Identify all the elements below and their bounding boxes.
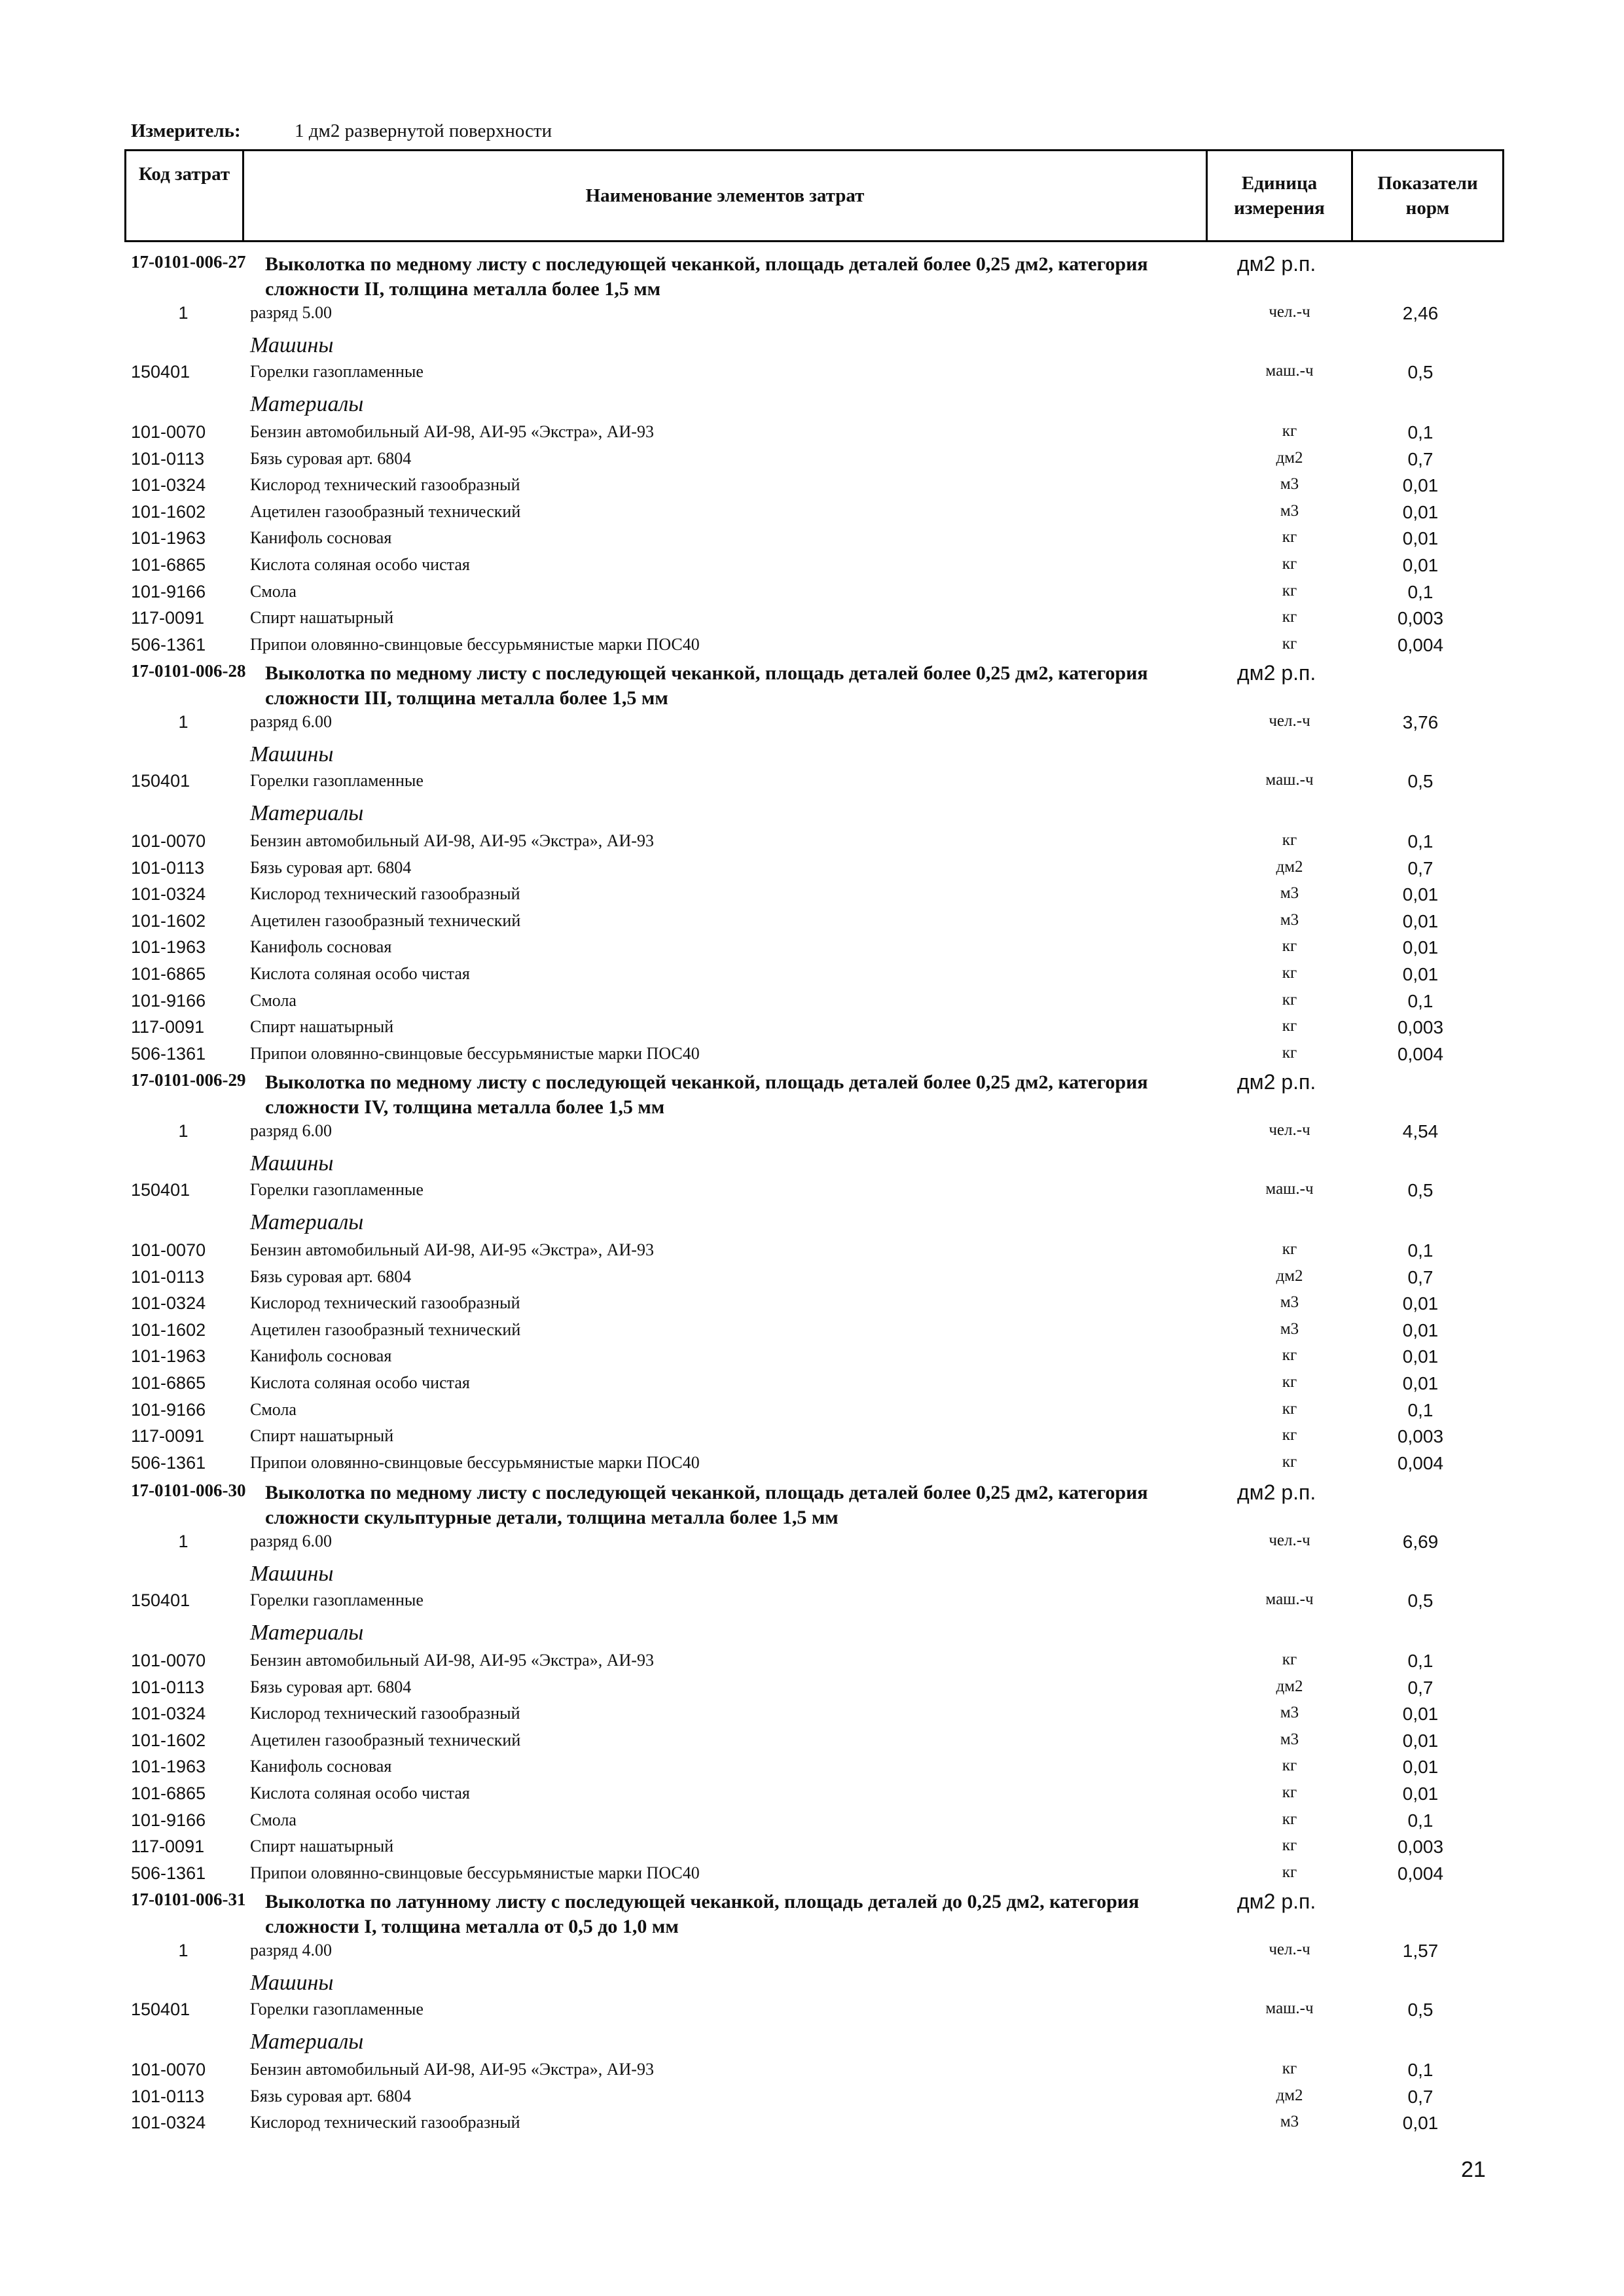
- item-name: Канифоль сосновая: [250, 937, 392, 957]
- item-name: Спирт нашатырный: [250, 1426, 394, 1446]
- header-name-text: Наименование элементов затрат: [585, 185, 865, 206]
- item-code: 101-9166: [131, 990, 206, 1011]
- material-row: [0, 1731, 1624, 1757]
- item-name: Кислород технический газообразный: [250, 1704, 520, 1723]
- item-name: Кислород технический газообразный: [250, 475, 520, 495]
- item-value: 0,004: [1397, 1452, 1444, 1473]
- material-row: [0, 2113, 1624, 2139]
- item-unit: чел.-ч: [1269, 303, 1310, 321]
- section-title: Выколотка по латунному листу с последующей чеканкой, площадь деталей до 0,25 дм2, категория сложности I, толщина металла от 0,5 до 1,0 мм: [265, 1891, 1140, 1937]
- material-row: [0, 1704, 1624, 1730]
- item-unit: м3: [1280, 501, 1299, 520]
- item-value: 0,1: [1407, 1240, 1434, 1261]
- machines-group-label: Машины: [250, 1971, 334, 1995]
- item-code: 101-1963: [131, 1346, 206, 1367]
- machines-group: [0, 1562, 1624, 1588]
- section-title: Выколотка по медному листу с последующей чеканкой, площадь деталей более 0,25 дм2, категория сложности IV, толщина металла более 1,5 мм: [265, 1071, 1148, 1118]
- item-code: 1: [178, 1532, 189, 1551]
- item-value: 0,01: [1402, 2113, 1439, 2134]
- item-name: Канифоль сосновая: [250, 1757, 392, 1776]
- item-value: 4,54: [1402, 1121, 1439, 1141]
- section-code: 17-0101-006-29: [131, 1070, 246, 1090]
- labor-row: [0, 303, 1624, 329]
- material-row: [0, 608, 1624, 634]
- item-value: 0,01: [1402, 1293, 1439, 1314]
- materials-group-label: Материалы: [250, 392, 364, 416]
- item-value: 0,01: [1402, 475, 1439, 496]
- item-name: Ацетилен газообразный технический: [250, 1730, 521, 1749]
- item-code: 101-0113: [131, 2086, 205, 2106]
- item-unit: кг: [1282, 608, 1297, 626]
- item-unit: чел.-ч: [1269, 1941, 1310, 1958]
- machines-group: [0, 1151, 1624, 1177]
- header-norm: [1353, 151, 1502, 240]
- item-code: 101-1602: [131, 1730, 206, 1750]
- measurer: [131, 120, 552, 142]
- machine-row: [0, 771, 1624, 797]
- item-code: 101-6865: [131, 555, 206, 575]
- item-name: Горелки газопламенные: [250, 1180, 424, 1199]
- item-name: Смола: [250, 1810, 297, 1829]
- item-name: Бензин автомобильный АИ-98, АИ-95 «Экстра», АИ-93: [250, 422, 654, 441]
- item-unit: чел.-ч: [1269, 1121, 1310, 1139]
- machines-group-label: Машины: [250, 333, 334, 357]
- item-code: 1: [178, 712, 189, 732]
- item-unit: маш.-ч: [1265, 771, 1314, 789]
- item-value: 0,5: [1407, 1590, 1434, 1611]
- material-row: [0, 1863, 1624, 1890]
- material-row: [0, 1837, 1624, 1863]
- item-unit: м3: [1280, 2113, 1299, 2131]
- item-name: разряд 6.00: [250, 1121, 332, 1140]
- material-row: [0, 555, 1624, 581]
- item-code: 150401: [131, 1180, 190, 1200]
- material-row: [0, 1240, 1624, 1266]
- item-name: Припои оловянно-свинцовые бессурьмянистые марки ПОС40: [250, 1863, 700, 1882]
- item-value: 0,5: [1407, 1180, 1434, 1200]
- material-row: [0, 1757, 1624, 1783]
- item-code: 101-0324: [131, 1704, 206, 1724]
- materials-group-label: Материалы: [250, 801, 364, 825]
- item-value: 0,003: [1397, 1837, 1444, 1857]
- item-name: разряд 4.00: [250, 1941, 332, 1960]
- materials-group: [0, 2030, 1624, 2056]
- materials-group: [0, 1621, 1624, 1647]
- materials-group: [0, 392, 1624, 418]
- section-title: Выколотка по медному листу с последующей чеканкой, площадь деталей более 0,25 дм2, категория сложности скульптурные детали, толщина металла более 1,5 мм: [265, 1482, 1148, 1528]
- item-name: Бязь суровая арт. 6804: [250, 857, 412, 877]
- material-row: [0, 422, 1624, 448]
- item-unit: кг: [1282, 1651, 1297, 1668]
- materials-group-label: Материалы: [250, 1621, 364, 1645]
- item-name: Кислота соляная особо чистая: [250, 555, 470, 574]
- header-norm-text: Показатели норм: [1377, 173, 1478, 219]
- item-name: Спирт нашатырный: [250, 608, 394, 628]
- item-unit: кг: [1282, 528, 1297, 547]
- item-name: Ацетилен газообразный технический: [250, 910, 521, 930]
- item-name: Кислота соляная особо чистая: [250, 1784, 470, 1803]
- item-code: 150401: [131, 362, 190, 382]
- machines-group: [0, 1971, 1624, 1997]
- item-code: 101-0324: [131, 475, 206, 495]
- item-code: 101-9166: [131, 1399, 206, 1420]
- page-number: 21: [1461, 2157, 1486, 2182]
- item-unit: кг: [1282, 1810, 1297, 1828]
- material-row: [0, 1320, 1624, 1346]
- item-value: 0,01: [1402, 910, 1439, 931]
- item-code: 101-6865: [131, 964, 206, 984]
- item-unit: м3: [1280, 1704, 1299, 1722]
- item-code: 101-9166: [131, 1810, 206, 1830]
- item-code: 117-0091: [131, 1017, 205, 1037]
- header-unit-text: Единица измерения: [1234, 173, 1325, 219]
- item-unit: кг: [1282, 1346, 1297, 1365]
- item-name: Кислород технический газообразный: [250, 884, 520, 904]
- item-value: 0,01: [1402, 964, 1439, 984]
- material-row: [0, 1810, 1624, 1837]
- item-value: 0,01: [1402, 1730, 1439, 1751]
- material-row: [0, 582, 1624, 608]
- item-value: 0,1: [1407, 990, 1434, 1011]
- item-code: 150401: [131, 771, 190, 791]
- material-row: [0, 502, 1624, 528]
- item-name: Бязь суровая арт. 6804: [250, 448, 412, 468]
- item-code: 506-1361: [131, 634, 206, 655]
- item-unit: кг: [1282, 1373, 1297, 1391]
- item-unit: кг: [1282, 1837, 1297, 1855]
- section-title: Выколотка по медному листу с последующей чеканкой, площадь деталей более 0,25 дм2, категория сложности III, толщина металла более 1,5 мм: [265, 662, 1148, 709]
- item-value: 1,57: [1402, 1941, 1439, 1961]
- header-code-text: Код затрат: [138, 164, 230, 185]
- item-unit: кг: [1282, 1399, 1297, 1418]
- item-value: 0,7: [1407, 2086, 1434, 2107]
- item-name: Кислород технический газообразный: [250, 1293, 520, 1313]
- materials-group-label: Материалы: [250, 1210, 364, 1234]
- item-code: 101-1963: [131, 528, 206, 548]
- item-name: Горелки газопламенные: [250, 362, 424, 381]
- item-name: Ацетилен газообразный технический: [250, 501, 521, 521]
- item-value: 0,01: [1402, 1346, 1439, 1367]
- item-unit: кг: [1282, 581, 1297, 600]
- material-row: [0, 1267, 1624, 1293]
- section-unit: дм2 р.п.: [1237, 252, 1316, 276]
- item-name: Бязь суровая арт. 6804: [250, 1677, 412, 1696]
- header-code: [126, 151, 244, 240]
- item-value: 3,76: [1402, 712, 1439, 732]
- header-unit: [1208, 151, 1353, 240]
- item-name: Горелки газопламенные: [250, 771, 424, 790]
- material-row: [0, 937, 1624, 963]
- item-name: разряд 6.00: [250, 712, 332, 731]
- item-name: Бензин автомобильный АИ-98, АИ-95 «Экстра», АИ-93: [250, 2060, 654, 2079]
- item-value: 0,5: [1407, 362, 1434, 382]
- item-code: 101-1602: [131, 1319, 206, 1340]
- item-unit: маш.-ч: [1265, 1590, 1314, 1608]
- labor-row: [0, 1532, 1624, 1558]
- materials-group-label: Материалы: [250, 2030, 364, 2054]
- item-value: 0,01: [1402, 1784, 1439, 1804]
- item-value: 6,69: [1402, 1532, 1439, 1552]
- section-title-row: [0, 661, 1624, 713]
- item-unit: кг: [1282, 555, 1297, 573]
- item-unit: кг: [1282, 964, 1297, 982]
- item-code: 101-0113: [131, 857, 205, 878]
- item-name: Кислота соляная особо чистая: [250, 1373, 470, 1392]
- item-code: 101-9166: [131, 581, 206, 601]
- material-row: [0, 1293, 1624, 1319]
- material-row: [0, 1346, 1624, 1372]
- item-code: 1: [178, 1121, 189, 1141]
- item-code: 101-6865: [131, 1784, 206, 1803]
- materials-group: [0, 1210, 1624, 1236]
- item-name: Бязь суровая арт. 6804: [250, 1266, 412, 1286]
- item-unit: м3: [1280, 910, 1299, 929]
- item-unit: кг: [1282, 1043, 1297, 1062]
- item-value: 0,1: [1407, 581, 1434, 602]
- item-unit: дм2: [1276, 1266, 1303, 1285]
- item-unit: кг: [1282, 1426, 1297, 1444]
- item-code: 101-0070: [131, 422, 206, 442]
- item-unit: дм2: [1276, 2086, 1303, 2104]
- item-name: Смола: [250, 990, 297, 1010]
- item-unit: кг: [1282, 634, 1297, 653]
- item-unit: м3: [1280, 1319, 1299, 1338]
- item-code: 101-0113: [131, 1677, 205, 1697]
- machine-row: [0, 1590, 1624, 1617]
- section-title-row: [0, 1890, 1624, 1942]
- item-unit: кг: [1282, 1784, 1297, 1801]
- item-unit: кг: [1282, 937, 1297, 956]
- material-row: [0, 528, 1624, 554]
- machines-group: [0, 333, 1624, 359]
- machine-row: [0, 362, 1624, 388]
- item-value: 0,01: [1402, 1704, 1439, 1725]
- measurer-value: 1 дм2 развернутой поверхности: [295, 120, 552, 141]
- item-unit: маш.-ч: [1265, 2000, 1314, 2017]
- material-row: [0, 1017, 1624, 1043]
- section-code: 17-0101-006-30: [131, 1480, 246, 1500]
- item-name: Канифоль сосновая: [250, 528, 392, 548]
- item-name: Припои оловянно-свинцовые бессурьмянистые марки ПОС40: [250, 1043, 700, 1063]
- labor-row: [0, 1941, 1624, 1967]
- item-value: 0,7: [1407, 1677, 1434, 1698]
- item-unit: маш.-ч: [1265, 362, 1314, 380]
- item-unit: кг: [1282, 1863, 1297, 1881]
- material-row: [0, 475, 1624, 501]
- item-code: 506-1361: [131, 1043, 206, 1064]
- item-value: 0,01: [1402, 528, 1439, 549]
- item-value: 0,01: [1402, 884, 1439, 905]
- item-unit: чел.-ч: [1269, 1532, 1310, 1549]
- item-unit: дм2: [1276, 1677, 1303, 1695]
- material-row: [0, 1426, 1624, 1452]
- item-unit: м3: [1280, 1293, 1299, 1312]
- material-row: [0, 449, 1624, 475]
- materials-group: [0, 801, 1624, 827]
- item-value: 0,1: [1407, 1651, 1434, 1671]
- item-value: 0,1: [1407, 1399, 1434, 1420]
- machine-row: [0, 2000, 1624, 2026]
- item-name: Спирт нашатырный: [250, 1837, 394, 1856]
- item-value: 0,1: [1407, 1810, 1434, 1831]
- item-value: 0,5: [1407, 771, 1434, 791]
- material-row: [0, 1784, 1624, 1810]
- machines-group-label: Машины: [250, 1151, 334, 1175]
- item-value: 2,46: [1402, 303, 1439, 323]
- section-title-row: [0, 252, 1624, 304]
- item-code: 101-6865: [131, 1373, 206, 1393]
- item-name: Кислород технический газообразный: [250, 2113, 520, 2132]
- item-unit: дм2: [1276, 857, 1303, 876]
- item-unit: м3: [1280, 1730, 1299, 1748]
- item-unit: кг: [1282, 1452, 1297, 1471]
- item-value: 0,004: [1397, 634, 1444, 655]
- item-value: 0,7: [1407, 1266, 1434, 1287]
- labor-row: [0, 1121, 1624, 1147]
- item-code: 101-0324: [131, 884, 206, 905]
- item-code: 1: [178, 303, 189, 323]
- item-unit: кг: [1282, 422, 1297, 440]
- item-name: разряд 6.00: [250, 1532, 332, 1551]
- item-name: Припои оловянно-свинцовые бессурьмянистые марки ПОС40: [250, 634, 700, 654]
- item-unit: дм2: [1276, 448, 1303, 467]
- item-value: 0,004: [1397, 1043, 1444, 1064]
- measurer-label: Измеритель:: [131, 120, 241, 141]
- material-row: [0, 1373, 1624, 1399]
- item-value: 0,01: [1402, 555, 1439, 575]
- header-name: [244, 151, 1208, 240]
- material-row: [0, 964, 1624, 990]
- item-code: 101-0324: [131, 1293, 206, 1314]
- item-code: 117-0091: [131, 1426, 205, 1446]
- item-code: 101-0113: [131, 1266, 205, 1287]
- item-unit: кг: [1282, 831, 1297, 849]
- material-row: [0, 884, 1624, 910]
- machine-row: [0, 1180, 1624, 1206]
- item-value: 0,1: [1407, 2060, 1434, 2080]
- item-code: 101-0070: [131, 2060, 206, 2079]
- item-name: Спирт нашатырный: [250, 1017, 394, 1037]
- item-code: 101-0070: [131, 831, 206, 851]
- section-title-row: [0, 1070, 1624, 1122]
- material-row: [0, 1400, 1624, 1426]
- item-code: 1: [178, 1941, 189, 1960]
- item-value: 0,5: [1407, 2000, 1434, 2020]
- material-row: [0, 635, 1624, 661]
- item-unit: м3: [1280, 475, 1299, 493]
- machines-group-label: Машины: [250, 1562, 334, 1586]
- section-code: 17-0101-006-31: [131, 1890, 246, 1909]
- item-name: Бензин автомобильный АИ-98, АИ-95 «Экстра», АИ-93: [250, 831, 654, 850]
- section-unit: дм2 р.п.: [1237, 1480, 1316, 1504]
- item-unit: кг: [1282, 2060, 1297, 2077]
- item-value: 0,004: [1397, 1863, 1444, 1884]
- item-name: Горелки газопламенные: [250, 1590, 424, 1609]
- material-row: [0, 1651, 1624, 1677]
- item-code: 150401: [131, 2000, 190, 2019]
- item-value: 0,003: [1397, 1426, 1444, 1447]
- item-value: 0,1: [1407, 422, 1434, 442]
- labor-row: [0, 712, 1624, 738]
- section-code: 17-0101-006-28: [131, 661, 246, 681]
- item-code: 101-1963: [131, 1757, 206, 1777]
- item-unit: чел.-ч: [1269, 712, 1310, 730]
- item-value: 0,003: [1397, 1017, 1444, 1038]
- material-row: [0, 1044, 1624, 1070]
- item-code: 117-0091: [131, 1837, 205, 1857]
- material-row: [0, 858, 1624, 884]
- item-name: Припои оловянно-свинцовые бессурьмянистые марки ПОС40: [250, 1452, 700, 1472]
- item-code: 150401: [131, 1590, 190, 1610]
- item-name: Бензин автомобильный АИ-98, АИ-95 «Экстра», АИ-93: [250, 1240, 654, 1259]
- material-row: [0, 911, 1624, 937]
- item-code: 101-1602: [131, 501, 206, 522]
- item-code: 101-0324: [131, 2113, 206, 2133]
- item-name: Ацетилен газообразный технический: [250, 1319, 521, 1339]
- section-unit: дм2 р.п.: [1237, 1070, 1316, 1094]
- item-value: 0,01: [1402, 501, 1439, 522]
- item-code: 101-0070: [131, 1240, 206, 1260]
- machines-group: [0, 742, 1624, 768]
- item-code: 117-0091: [131, 608, 205, 628]
- item-unit: кг: [1282, 1240, 1297, 1258]
- item-unit: м3: [1280, 884, 1299, 903]
- section-title: Выколотка по медному листу с последующей чеканкой, площадь деталей более 0,25 дм2, категория сложности II, толщина металла более 1,5 мм: [265, 253, 1148, 300]
- item-unit: кг: [1282, 1017, 1297, 1035]
- section-unit: дм2 р.п.: [1237, 661, 1316, 685]
- section-title-row: [0, 1480, 1624, 1533]
- item-value: 0,7: [1407, 448, 1434, 469]
- item-code: 506-1361: [131, 1863, 206, 1883]
- item-name: Горелки газопламенные: [250, 2000, 424, 2018]
- item-name: Бензин автомобильный АИ-98, АИ-95 «Экстра», АИ-93: [250, 1651, 654, 1670]
- item-unit: кг: [1282, 1757, 1297, 1775]
- item-value: 0,7: [1407, 857, 1434, 878]
- item-code: 506-1361: [131, 1452, 206, 1473]
- item-code: 101-1602: [131, 910, 206, 931]
- item-unit: маш.-ч: [1265, 1180, 1314, 1198]
- material-row: [0, 2087, 1624, 2113]
- item-name: разряд 5.00: [250, 303, 332, 322]
- item-code: 101-0070: [131, 1651, 206, 1670]
- item-name: Бязь суровая арт. 6804: [250, 2086, 412, 2106]
- material-row: [0, 2060, 1624, 2086]
- material-row: [0, 1677, 1624, 1704]
- table-header: [124, 149, 1504, 242]
- item-value: 0,01: [1402, 1319, 1439, 1340]
- material-row: [0, 991, 1624, 1017]
- item-value: 0,01: [1402, 1757, 1439, 1778]
- item-value: 0,01: [1402, 937, 1439, 958]
- item-name: Канифоль сосновая: [250, 1346, 392, 1366]
- item-name: Кислота соляная особо чистая: [250, 964, 470, 983]
- item-value: 0,1: [1407, 831, 1434, 852]
- material-row: [0, 1453, 1624, 1479]
- item-name: Смола: [250, 1399, 297, 1419]
- material-row: [0, 831, 1624, 857]
- section-unit: дм2 р.п.: [1237, 1890, 1316, 1913]
- item-code: 101-1963: [131, 937, 206, 958]
- item-value: 0,003: [1397, 608, 1444, 629]
- section-code: 17-0101-006-27: [131, 252, 246, 272]
- machines-group-label: Машины: [250, 742, 334, 766]
- item-code: 101-0113: [131, 448, 205, 469]
- item-name: Смола: [250, 581, 297, 601]
- item-unit: кг: [1282, 990, 1297, 1009]
- item-value: 0,01: [1402, 1373, 1439, 1393]
